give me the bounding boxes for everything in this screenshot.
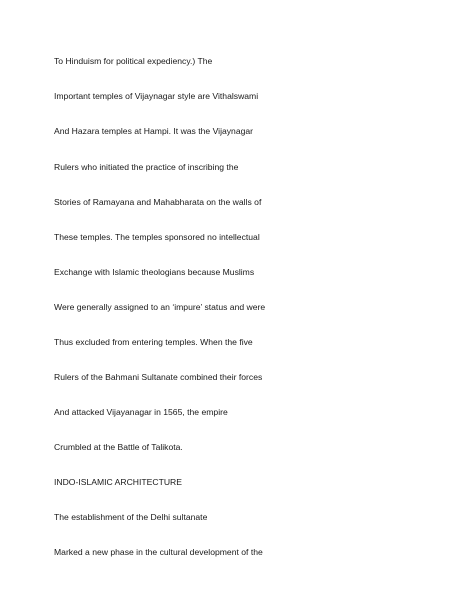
text-line: Important temples of Vijaynagar style are Vithalswami: [54, 91, 259, 101]
text-line: Rulers of the Bahmani Sultanate combined their forces: [54, 372, 263, 382]
text-line: Rulers who initiated the practice of inscribing the: [54, 162, 239, 172]
text-line: Were generally assigned to an ‘impure’ status and were: [54, 302, 266, 312]
text-line: Exchange with Islamic theologians because Muslims: [54, 267, 255, 277]
text-line: Crumbled at the Battle of Talikota.: [54, 442, 183, 452]
text-line: These temples. The temples sponsored no intellectual: [54, 232, 260, 242]
section-heading: INDO-ISLAMIC ARCHITECTURE: [54, 477, 182, 487]
text-line: Thus excluded from entering temples. When the five: [54, 337, 253, 347]
text-line: And attacked Vijayanagar in 1565, the empire: [54, 407, 228, 417]
text-line: To Hinduism for political expediency.) The: [54, 56, 213, 66]
text-line: And Hazara temples at Hampi. It was the Vijaynagar: [54, 126, 254, 136]
text-line: Marked a new phase in the cultural development of the: [54, 547, 263, 557]
text-line: The establishment of the Delhi sultanate: [54, 512, 208, 522]
text-line: Stories of Ramayana and Mahabharata on the walls of: [54, 197, 262, 207]
